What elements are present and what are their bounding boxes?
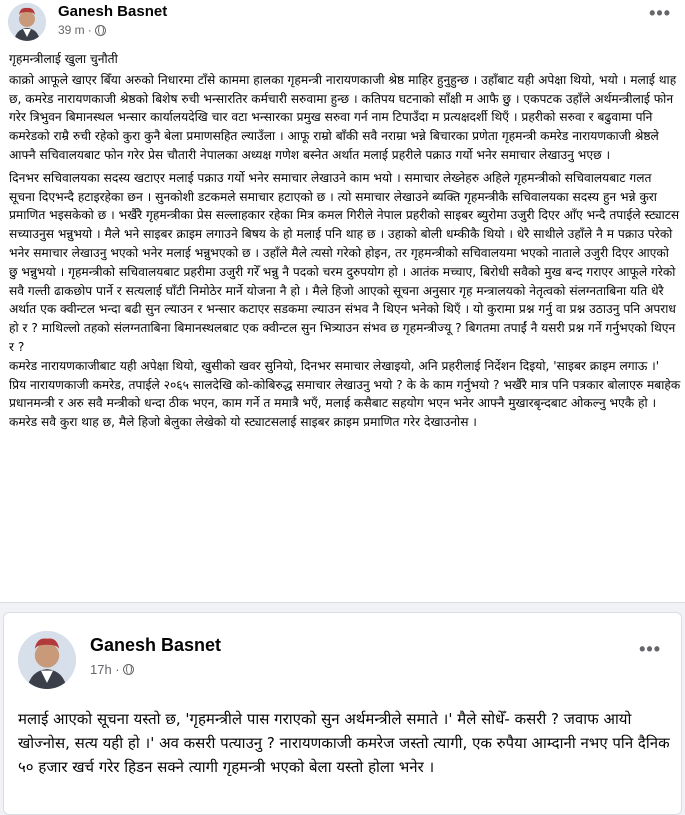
more-horizontal-icon[interactable]: •••	[639, 639, 661, 659]
author-name[interactable]: Ganesh Basnet	[90, 635, 222, 655]
post-title: गृहमन्त्रीलाई खुला चुनौती	[9, 52, 118, 66]
avatar[interactable]	[8, 3, 46, 41]
avatar-image	[8, 3, 46, 41]
author-name[interactable]: Ganesh Basnet	[58, 3, 168, 20]
globe-icon	[95, 25, 106, 36]
avatar-image	[18, 631, 76, 689]
post-meta	[90, 662, 134, 677]
post-time[interactable]: 39 m	[58, 23, 85, 37]
globe-icon	[123, 664, 134, 675]
more-horizontal-icon[interactable]: •••	[649, 3, 671, 23]
avatar[interactable]	[18, 631, 76, 689]
post-header	[0, 0, 685, 40]
post-paragraph: दिनभर सचिवालयका सदस्य खटाएर मलाई पक्राउ गर्यो भनेर समाचार लेखाउने काम भयो । समाचार लेख्नेहरु अहिले गृहमन्त्रीको सचिवालयबाट गलत सूचना दिएभन्दै हटाइरहेका छन । सुनकोशी डटकमले समाचार हटाएको छ । त्यो समाचार लेखाउने ब्यक्ति गृहमन्त्रीकै सचिवालयका सदस्य हुन भन्ने कुरा प्रमाणित भइसकेको छ । भर्खैरै गृहमन्त्रीका प्रेस सल्लाहकार रहेका मित्र कमल गिरीले नेपाल प्रहरीको साइबर ब्युरोमा उजुरी दिएर आँए भन्दै तपाईले स्ट्याटस सच्याउनुस भन्नुभयो । मैले भने साइबर क्राइम लगाउने बिषय के हो मलाई पनि थाह छ । उहाको बोली धम्कीकै थियो । धेरै साथीले उहाँले नै म पक्राउ परेको भनेर समाचार लेखाउनु भएको भनेर मलाई भन्नुभएको छ । उहाँले मैले त्यसो गरेको होइन, तर गृहमन्त्रीको सचिवालयमा भएको नाताले उजुरी दिएर आएको छु भन्नुभयो । गृहमन्त्रीको सचिवालयबाट प्रहरीमा उजुरी गरेँ भन्नु नै पदको चरम दुरुपयोग हो । आतंक मच्चाए, बिरोधी सवैको मुख बन्द गराएर आफूले गरेको सवै गल्ती ढाकछोप पार्ने र सत्यलाई घाँटी निमोठेर मार्ने योजना नै हो । मैले हिजो आएको सूचना अनुसार गृह मन्त्रालयको नेतृत्वको संलग्नताबिना यति धेरै अर्थात एक क्वीन्टल भन्दा बढी सुन ल्याउन र भन्सार कटाएर सडकमा ल्याउन संभव नै थिएन भनेको थिएँ । यो कुरामा प्रश्न गर्नु वा प्रश्न उठाउनु पनि अपराध हो र ? माथिल्लो तहको संलग्नताबिना बिमानस्थलबाट एक क्वीन्टल सुन भित्र्याउन संभव छ गृहमन्त्रीज्यू ? बिगतमा तपाईं नै यसरी प्रश्न गर्ने गर्नुभएको थिएन र ?	[9, 170, 680, 354]
post-time[interactable]: 17h ·	[90, 662, 120, 677]
post-meta: 39 m ·	[58, 23, 106, 37]
post-body	[9, 50, 681, 432]
post-body: मलाई आएको सूचना यस्तो छ, 'गृहमन्त्रीले पास गराएको सुन अर्थमन्त्रीले समाते ।' मैले सोधेँ- कसरी ? जवाफ आयो खोज्नोस, सत्य यही हो ।' अव कसरी पत्याउनु ? नारायणकाजी कमरेज जस्तो त्यागी, एक रुपैया आम्दानी नभए पनि दैनिक ५० हजार खर्च गरेर हिडन सक्ने त्यागी गृहमन्त्री भएको बेला यस्तो होला भनेर ।	[18, 710, 670, 776]
post-paragraph: काक्रो आफूले खाएर बिँया अरुको निधारमा टाँसे काममा हालका गृहमन्त्री नारायणकाजी श्रेष्ठ माहिर हुनुहुन्छ । उहाँबाट यही अपेक्षा थियो, भयो । मलाई थाह छ, कमरेड नारायणकाजी श्रेष्ठको बिशेष रुची भन्सारतिर कर्मचारी सरुवामा हुन्छ । कतिपय घटनाको साँक्षी म आफै छु । एकपटक उहाँले अर्थमन्त्रीलाई फोन गरेर त्रिभुवन बिमानस्थल भन्सार कार्यालयदेखि चार वटा भन्सारका प्रमुख सरुवा गर्न नाम टिपाउँदा म प्रत्यक्षदर्शी थिएँ । प्रहरीको सरुवा र बढुवामा पनि कमरेडको राम्रै रुची रहेको कुरा कुनै बेला प्रमाणसहित ल्याउँला । आफू राम्रो बाँकी सवै नराम्रा भन्ने बिचारका प्रणेता गृहमन्त्री कमरेड नारायणकाजी श्रेष्ठले आफ्नै सचिवालयबाट फोन गरेर प्रेस चौतारी नेपालका अध्यक्ष गणेश बस्नेत अर्थात मलाई प्रहरीले पक्राउ गर्यो भनेर समाचार लेखाउनु भएछ ।	[9, 72, 677, 162]
post-paragraph: कमरेड नारायणकाजीबाट यही अपेक्षा थियो, खुसीको खवर सुनियो, दिनभर समाचार लेखाइयो, अनि प्रहरीलाई निर्देशन दिइयो, 'साइबर क्राइम लगाऊ ।'	[9, 358, 660, 373]
post-card-2	[3, 612, 682, 815]
post-paragraph: प्रिय नारायणकाजी कमरेड, तपाईले २०६५ सालदेखि को-कोबिरुद्ध समाचार लेखाउनु भयो ? के के काम गर्नुभयो ? भर्खैरै मात्र पनि पत्रकार बोलाएरु मबाहेक प्रधानमन्त्री र अरु सवै मन्त्रीको धन्दा ठीक भएन, काम गर्ने त ममात्रै भएँ, मलाई कसैबाट सहयोग भएन भनेर आफ्नै मुखारबृन्दबाट ओकल्नु भएकै हो । कमरेड सवै कुरा थाह छ, मैले हिजो बेलुका लेखेको यो स्ट्याटसलाई साइबर क्राइम प्रमाणित गरेर देखाउनोस ।	[9, 377, 681, 430]
